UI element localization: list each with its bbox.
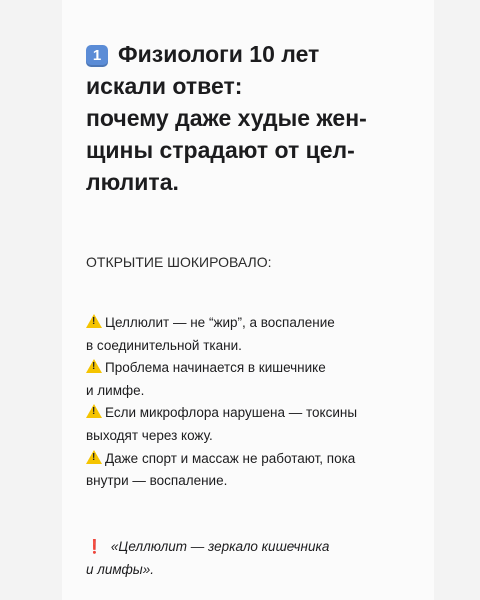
list-item <box>86 402 416 425</box>
list-item <box>86 357 416 380</box>
warning-icon <box>86 450 102 464</box>
kicker-text: ОТКРЫТИЕ ШОКИРОВАЛО: <box>86 254 272 270</box>
fact-list <box>86 312 416 493</box>
title-line: люлита. <box>86 169 179 195</box>
title-line: Физиологи 10 лет <box>118 41 320 67</box>
exclamation-icon: ❗ <box>86 539 103 554</box>
list-line: внутри — воспаление. <box>86 473 228 489</box>
list-item <box>86 448 416 471</box>
list-line: выходят через кожу. <box>86 427 213 443</box>
list-line: Если микрофлора нарушена — токсины <box>105 405 358 421</box>
warning-icon <box>86 404 102 418</box>
title-line: почему даже худые жен- <box>86 105 367 131</box>
list-line: Даже спорт и массаж не работают, пока <box>105 450 356 466</box>
title-line: искали ответ: <box>86 73 243 99</box>
warning-icon <box>86 359 102 373</box>
quote-line: и лимфы». <box>86 561 154 577</box>
keycap-1-icon: 1 <box>86 45 108 67</box>
post-title <box>86 38 426 198</box>
warning-icon <box>86 314 102 328</box>
list-line: Проблема начинается в кишечнике <box>105 360 326 376</box>
list-line: в соединительной ткани. <box>86 337 242 353</box>
list-line: Целлюлит — не “жир”, а воспаление <box>105 315 335 330</box>
quote-line: «Целлюлит — зеркало кишечника <box>110 539 330 554</box>
list-line: и лимфе. <box>86 382 145 398</box>
title-line: щины страдают от цел- <box>86 137 355 163</box>
list-item <box>86 312 416 335</box>
quote-block <box>86 536 416 581</box>
